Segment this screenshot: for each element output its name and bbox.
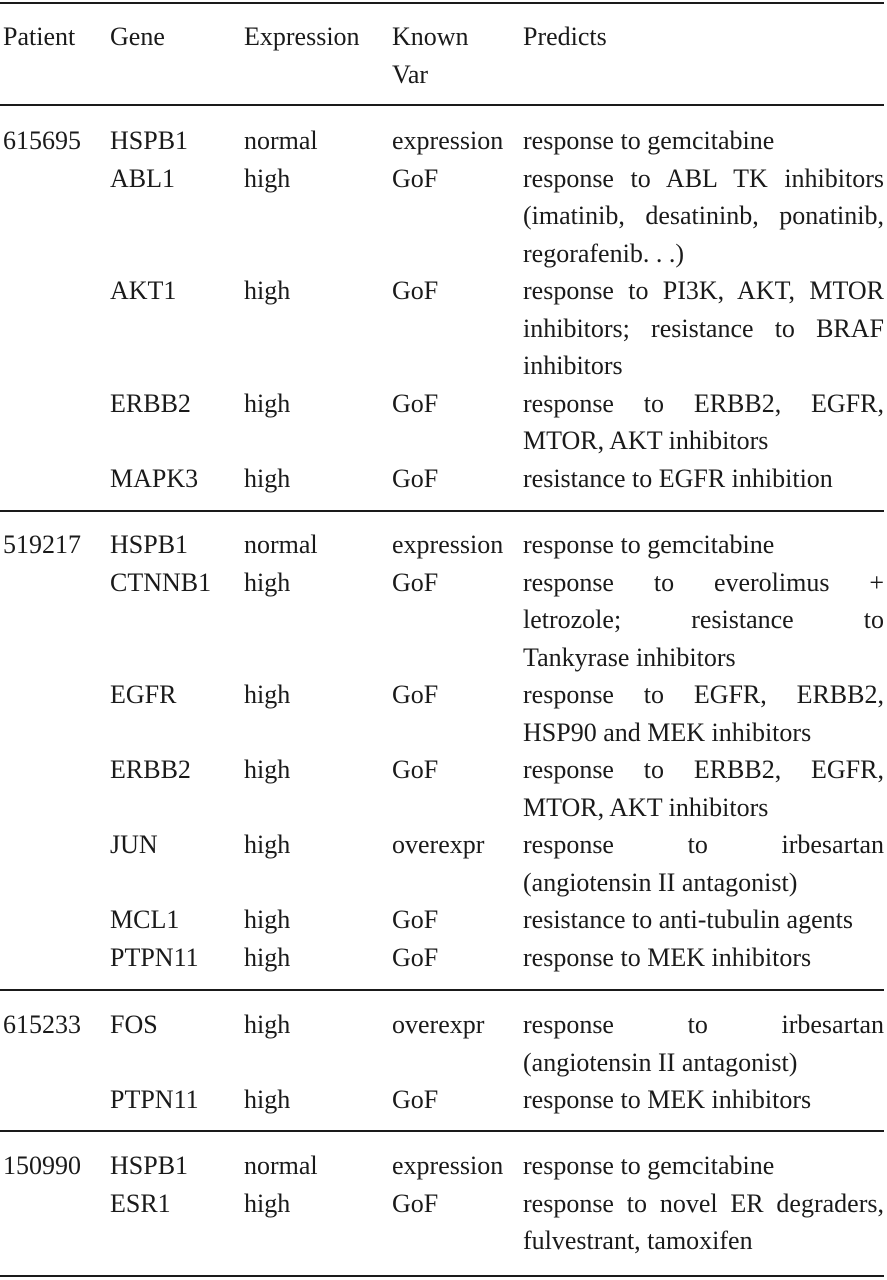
prediction-line: response to gemcitabine bbox=[523, 530, 775, 559]
known-variant: GoF bbox=[392, 276, 439, 305]
gene-name: ABL1 bbox=[110, 163, 175, 193]
prediction bbox=[523, 272, 884, 385]
known-variant: expression bbox=[392, 1151, 504, 1180]
prediction-line: resistance to EGFR inhibition bbox=[523, 463, 833, 493]
known-variant: GoF bbox=[392, 942, 439, 972]
known-variant: expression bbox=[392, 126, 504, 155]
prediction-line: MTOR, AKT inhibitors bbox=[523, 792, 769, 822]
expression-level: high bbox=[244, 1085, 291, 1114]
gene-name: ERBB2 bbox=[110, 388, 191, 418]
gene-name: ERBB2 bbox=[110, 755, 191, 784]
prediction bbox=[523, 526, 884, 564]
header-rule bbox=[0, 104, 884, 106]
prediction-line: response to gemcitabine bbox=[523, 1151, 775, 1180]
table-bottom-rule bbox=[0, 1275, 884, 1277]
known-variant: GoF bbox=[392, 680, 439, 709]
expression-level: high bbox=[244, 905, 291, 934]
prediction-line: (angiotensin II antagonist) bbox=[523, 1047, 798, 1077]
expression-level: normal bbox=[244, 126, 318, 155]
prediction-line: response to PI3K, AKT, MTOR bbox=[523, 276, 884, 305]
prediction bbox=[523, 826, 884, 901]
prediction-line: response to MEK inhibitors bbox=[523, 942, 812, 972]
prediction bbox=[523, 460, 884, 498]
prediction-line: response to irbesartan bbox=[523, 1010, 884, 1039]
group-separator-rule bbox=[0, 1130, 884, 1132]
gene-name: JUN bbox=[110, 830, 158, 859]
header-predicts: Predicts bbox=[523, 22, 607, 51]
expression-level: high bbox=[244, 388, 291, 418]
prediction-line: response to MEK inhibitors bbox=[523, 1085, 812, 1114]
prediction-line: MTOR, AKT inhibitors bbox=[523, 426, 769, 455]
header-expression: Expression bbox=[244, 22, 360, 51]
known-variant: GoF bbox=[392, 463, 439, 493]
header-known-var-line2: Var bbox=[392, 59, 429, 89]
prediction-line: regorafenib. . .) bbox=[523, 238, 684, 268]
gene-name: HSPB1 bbox=[110, 530, 189, 559]
header-patient: Patient bbox=[3, 22, 76, 51]
expression-level: high bbox=[244, 276, 291, 305]
prediction-line: response to everolimus + bbox=[523, 567, 884, 597]
prediction-line: (imatinib, desatininb, ponatinib, bbox=[523, 201, 884, 230]
group-separator-rule bbox=[0, 510, 884, 512]
expression-level: high bbox=[244, 567, 291, 597]
prediction bbox=[523, 1006, 884, 1081]
prediction-line: Tankyrase inhibitors bbox=[523, 642, 736, 672]
expression-level: normal bbox=[244, 530, 318, 559]
expression-level: high bbox=[244, 463, 291, 493]
known-variant: GoF bbox=[392, 388, 439, 418]
expression-level: high bbox=[244, 942, 291, 972]
prediction bbox=[523, 1185, 884, 1260]
prediction bbox=[523, 1147, 884, 1185]
prediction-line: response to ERBB2, EGFR, bbox=[523, 388, 884, 418]
prediction-line: response to gemcitabine bbox=[523, 126, 775, 155]
gene-name: HSPB1 bbox=[110, 1151, 189, 1180]
prediction bbox=[523, 901, 884, 939]
prediction-line: response to irbesartan bbox=[523, 830, 884, 859]
prediction bbox=[523, 385, 884, 460]
prediction-line: inhibitors bbox=[523, 351, 623, 380]
expression-level: high bbox=[244, 755, 291, 784]
gene-name: PTPN11 bbox=[110, 942, 199, 972]
known-variant: GoF bbox=[392, 1188, 439, 1218]
expression-level: high bbox=[244, 1010, 291, 1039]
group-separator-rule bbox=[0, 989, 884, 991]
gene-name: HSPB1 bbox=[110, 126, 189, 155]
prediction-line: response to EGFR, ERBB2, bbox=[523, 680, 884, 709]
prediction-line: (angiotensin II antagonist) bbox=[523, 867, 798, 897]
gene-name: FOS bbox=[110, 1010, 158, 1039]
known-variant: GoF bbox=[392, 905, 439, 934]
patient-id: 615695 bbox=[3, 126, 81, 155]
table-top-rule bbox=[0, 2, 884, 4]
known-variant: overexpr bbox=[392, 830, 485, 859]
prediction bbox=[523, 160, 884, 273]
prediction-line: HSP90 and MEK inhibitors bbox=[523, 717, 812, 747]
header-known-var-line1: Known bbox=[392, 22, 469, 51]
gene-name: CTNNB1 bbox=[110, 567, 212, 597]
prediction-line: letrozole; resistance to bbox=[523, 605, 884, 634]
prediction-line: inhibitors; resistance to BRAF bbox=[523, 313, 884, 343]
known-variant: GoF bbox=[392, 163, 439, 193]
expression-level: normal bbox=[244, 1151, 318, 1180]
gene-name: EGFR bbox=[110, 680, 177, 709]
prediction bbox=[523, 122, 884, 160]
prediction bbox=[523, 676, 884, 751]
prediction-line: response to ERBB2, EGFR, bbox=[523, 755, 884, 784]
prediction-line: fulvestrant, tamoxifen bbox=[523, 1226, 753, 1255]
gene-name: ESR1 bbox=[110, 1188, 171, 1218]
prediction-line: resistance to anti-tubulin agents bbox=[523, 905, 853, 934]
patient-id: 150990 bbox=[3, 1151, 81, 1180]
header-known-var bbox=[392, 18, 469, 93]
gene-name: MCL1 bbox=[110, 905, 180, 934]
known-variant: expression bbox=[392, 530, 504, 559]
patient-id: 615233 bbox=[3, 1010, 81, 1039]
prediction bbox=[523, 751, 884, 826]
known-variant: GoF bbox=[392, 1085, 439, 1114]
expression-level: high bbox=[244, 680, 291, 709]
expression-level: high bbox=[244, 830, 291, 859]
expression-level: high bbox=[244, 163, 291, 193]
known-variant: GoF bbox=[392, 567, 439, 597]
patient-id: 519217 bbox=[3, 530, 81, 559]
prediction-line: response to ABL TK inhibitors bbox=[523, 163, 884, 193]
prediction-line: response to novel ER degraders, bbox=[523, 1188, 884, 1218]
header-gene: Gene bbox=[110, 22, 165, 51]
prediction bbox=[523, 564, 884, 677]
prediction bbox=[523, 939, 884, 977]
known-variant: GoF bbox=[392, 755, 439, 784]
expression-level: high bbox=[244, 1188, 291, 1218]
gene-name: AKT1 bbox=[110, 276, 177, 305]
gene-name: PTPN11 bbox=[110, 1085, 199, 1114]
known-variant: overexpr bbox=[392, 1010, 485, 1039]
prediction bbox=[523, 1081, 884, 1119]
gene-name: MAPK3 bbox=[110, 463, 199, 493]
